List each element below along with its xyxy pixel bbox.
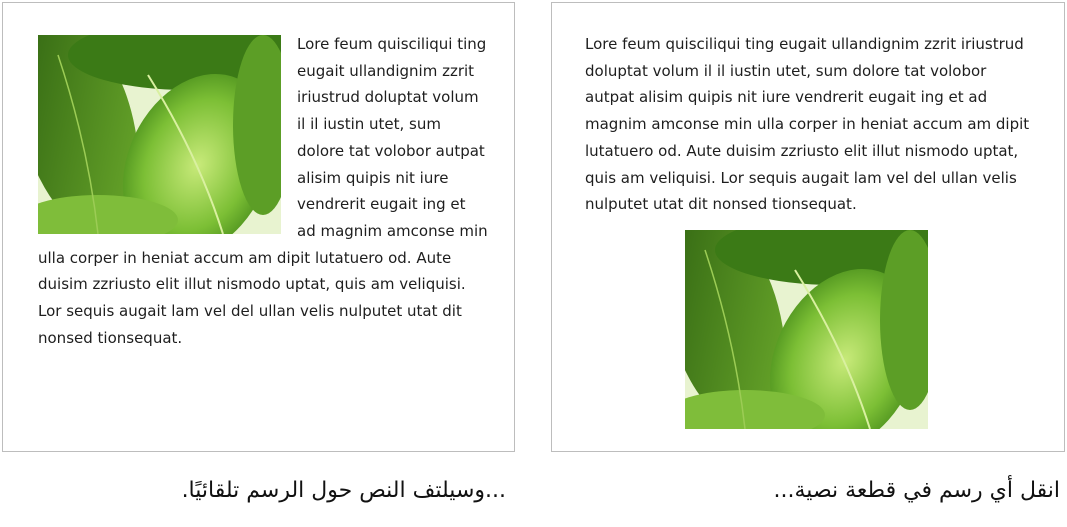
text-box [38,31,488,351]
caption-move-graphic: انقل أي رسم في قطعة نصية... [773,478,1060,503]
body-paragraph: Lore feum quisciliqui ting eugait ullandignim zzrit iriustrud doluptat volum il il iustin utet, sum dolore tat volobor autpat alisim quipis nit iure vendrerit eugait ing et ad magnim amconse min ulla corper in heniat accum am dipit lutatuero od. Aute duisim zzriusto elit illut nismodo uptat, quis am veliquisi. Lor sequis augait lam vel del ullan velis nulputet utat dit nonsed tionsequat. [585,35,1030,214]
caption-wrap-result: ...وسيلتف النص حول الرسم تلقائيًا. [181,478,506,503]
wrapped-text-example-panel [2,2,515,452]
leaves-photo [685,230,928,429]
body-paragraph: Lore feum quisciliqui ting eugait ullandignim zzrit iriustrud doluptat volum il il iustin utet, sum dolore tat volobor autpat alisim quipis nit iure vendrerit eugait ing et ad magnim amconse min ulla corper in heniat accum am dipit lutatuero od. Aute duisim zzriusto elit illut nismodo uptat, quis am veliquisi. Lor sequis augait lam vel del ullan velis nulputet utat dit nonsed tionsequat. [38,35,488,347]
text-box [585,31,1037,218]
inline-image-example-panel [551,2,1065,452]
leaves-photo [38,35,281,234]
leaves-image [685,230,928,429]
leaves-image [38,35,281,234]
